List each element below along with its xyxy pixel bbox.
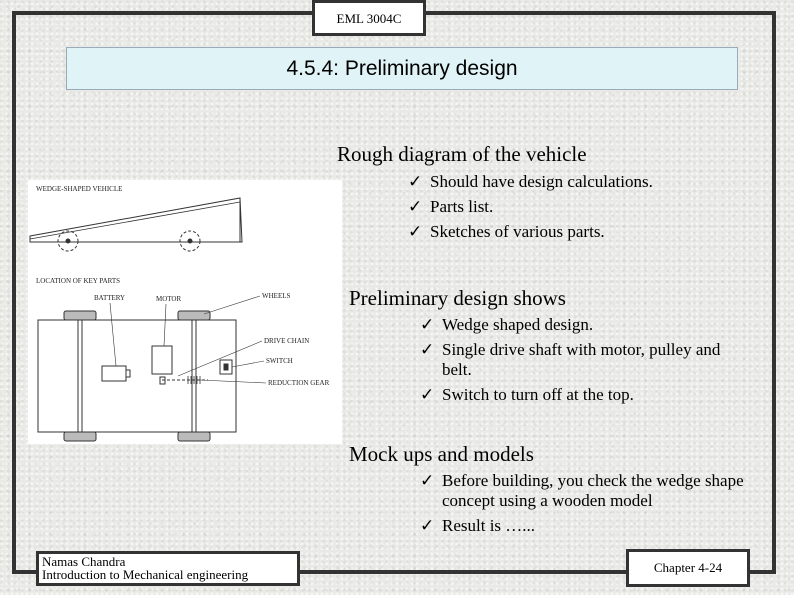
bullet-list-mock-ups: [418, 471, 748, 541]
diagram-label-location: LOCATION OF KEY PARTS: [36, 277, 121, 285]
check-icon: ✓: [420, 471, 435, 490]
wedge-vehicle-drawing: [30, 198, 242, 251]
footer-book: Introduction to Mechanical engineering: [42, 567, 249, 582]
diagram-label-reduction-gear: REDUCTION GEAR: [268, 379, 330, 387]
check-icon: ✓: [420, 315, 435, 334]
list-item: ✓ Sketches of various parts.: [408, 222, 605, 241]
list-item: ✓ Wedge shaped design.: [420, 315, 594, 334]
check-icon: ✓: [408, 222, 423, 241]
footer-author-box: [36, 551, 300, 586]
check-icon: ✓: [420, 385, 435, 404]
diagram-label-drive-chain: DRIVE CHAIN: [264, 337, 310, 345]
section-heading-preliminary-design: Preliminary design shows: [349, 286, 566, 310]
list-item: ✓ Parts list.: [408, 197, 494, 216]
bullet-list-preliminary-design: [418, 315, 748, 410]
diagram-label-switch: SWITCH: [266, 357, 293, 365]
list-item: ✓ Before building, you check the wedge shape concept using a wooden model: [420, 471, 744, 510]
check-icon: ✓: [408, 172, 423, 191]
diagram-label-battery: BATTERY: [94, 294, 126, 302]
section-heading-mock-ups: Mock ups and models: [349, 442, 534, 466]
footer-author: Namas Chandra: [42, 554, 126, 569]
check-icon: ✓: [420, 516, 435, 535]
course-tag: EML 3004C: [312, 0, 426, 36]
check-icon: ✓: [408, 197, 423, 216]
chassis-top-view: [38, 311, 236, 441]
slide-title: 4.5.4: Preliminary design: [66, 47, 738, 90]
section-heading-rough-diagram: Rough diagram of the vehicle: [337, 142, 587, 166]
list-item: ✓ Result is …...: [420, 516, 536, 535]
list-item: ✓ Switch to turn off at the top.: [420, 385, 634, 404]
check-icon: ✓: [420, 340, 435, 359]
diagram-label-motor: MOTOR: [156, 295, 182, 303]
list-item: ✓ Should have design calculations.: [408, 172, 653, 191]
footer-chapter: Chapter 4-24: [626, 549, 750, 587]
diagram-label-vehicle: WEDGE-SHAPED VEHICLE: [36, 185, 123, 193]
diagram-label-wheels: WHEELS: [262, 292, 291, 300]
diagram-leader-lines: [110, 296, 266, 383]
bullet-list-rough-diagram: [406, 172, 746, 247]
vehicle-diagram: [28, 180, 342, 444]
list-item: ✓ Single drive shaft with motor, pulley and belt.: [420, 340, 721, 379]
